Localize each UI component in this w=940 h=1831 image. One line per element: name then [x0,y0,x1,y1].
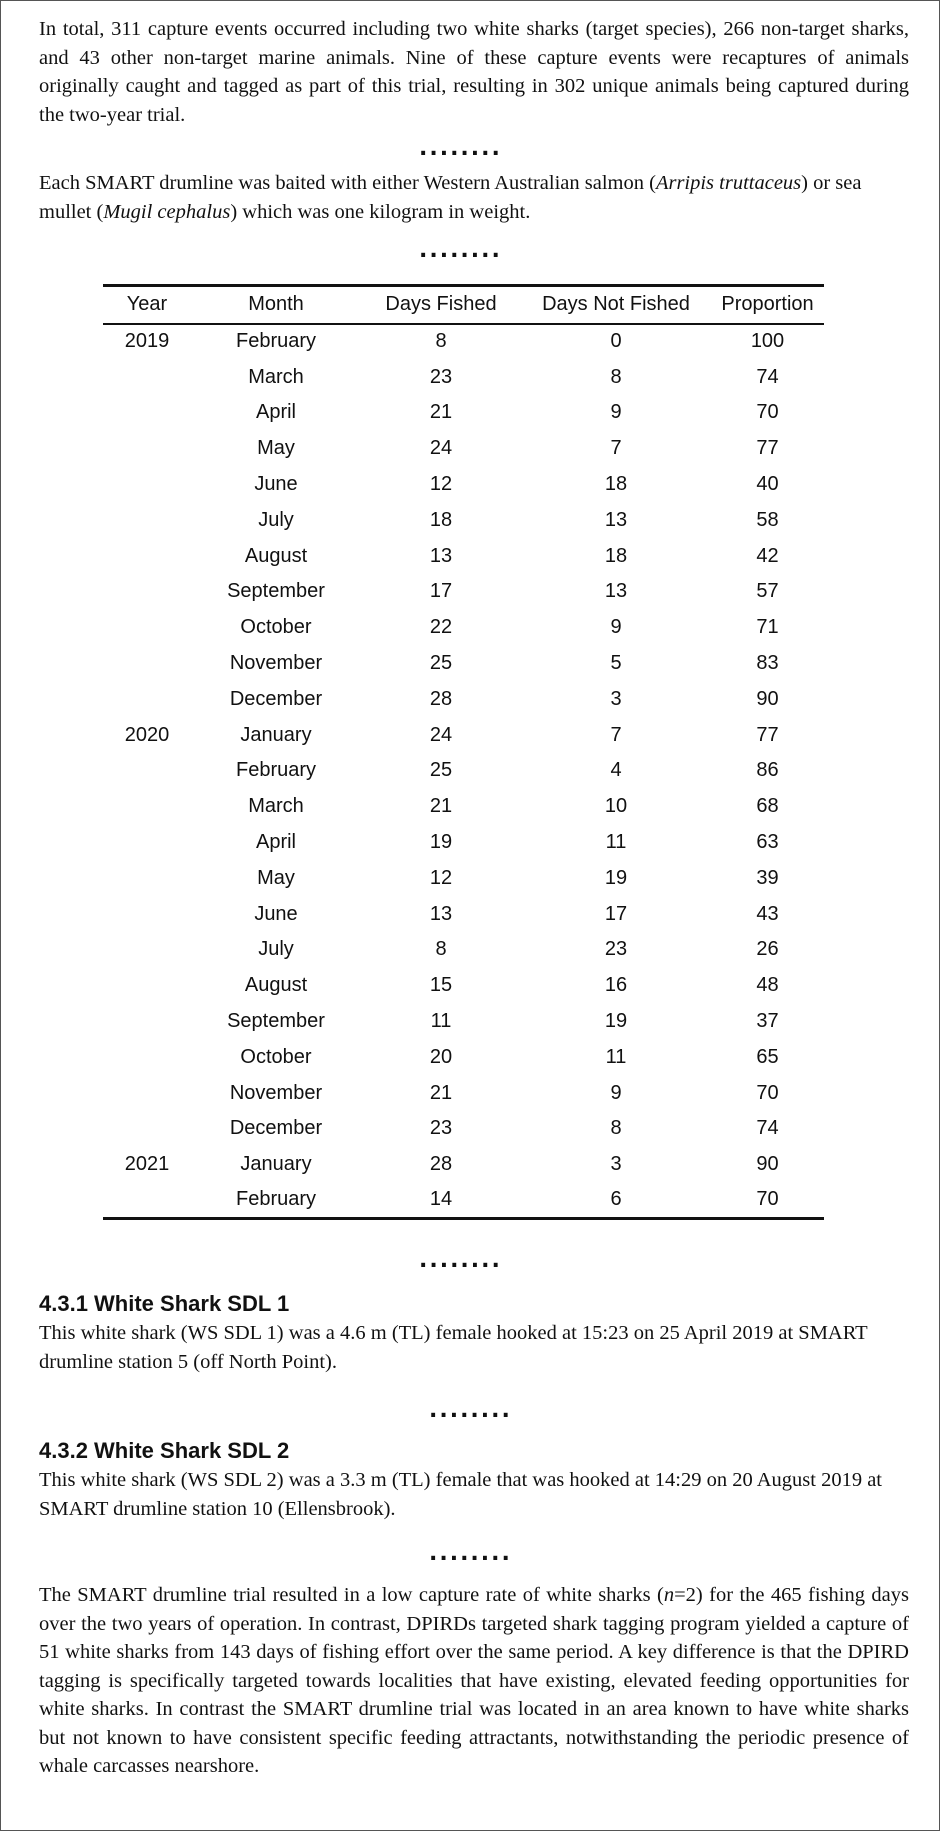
cell-days-not-fished: 11 [605,831,627,854]
cell-month: July [258,938,294,961]
conclusion-paragraph [39,1581,909,1781]
cell-year [103,574,191,610]
separator-2: ........ [419,238,502,263]
cell-days-not-fished: 4 [610,759,622,782]
cell-proportion: 86 [756,759,779,782]
table-row [103,753,824,789]
cell-days-not-fished: 17 [604,902,628,925]
cell-proportion: 57 [756,580,779,603]
separator-3: ........ [419,1248,502,1273]
conclusion-text-2: =2) for the 465 fishing days over the two years of operation. In contrast, DPIRDs targeted shark tagging program yielded a capture of 51 white sharks from 143 days of fishing effort over the same period. A key difference is that the DPIRD tagging is specifically targeted towards localities that have existing, elevated feeding opportunities for white sharks. In contrast the SMART drumline trial was located in an area known to have white sharks but not known to have consistent specific feeding attractants, notwithstanding the periodic presence of whale carcasses nearshore. [39,1584,909,1777]
table-row [103,646,824,682]
cell-days-fished: 24 [429,723,453,746]
cell-days-fished: 8 [435,330,447,353]
cell-days-not-fished: 0 [610,330,622,353]
cell-days-fished: 22 [429,616,453,639]
table-row [103,1147,824,1183]
cell-month: May [257,437,295,460]
table-row [103,968,824,1004]
bait-text-2: ) or sea mullet ( [39,172,862,223]
cell-days-fished: 20 [429,1045,453,1068]
bait-species-1: Arripis truttaceus [655,172,802,194]
cell-days-not-fished: 8 [610,365,622,388]
cell-days-fished: 21 [429,795,453,818]
cell-year [103,610,191,646]
cell-month: August [244,974,308,997]
cell-proportion: 90 [756,1153,779,1176]
cell-days-not-fished: 3 [610,687,622,710]
cell-proportion: 39 [756,866,779,889]
cell-days-not-fished: 8 [610,1117,622,1140]
cell-month: February [235,330,317,353]
cell-days-fished: 8 [435,938,447,961]
header-days-not-fished: Days Not Fished [521,286,711,324]
cell-days-fished: 28 [429,687,453,710]
cell-days-fished: 19 [429,831,453,854]
cell-proportion: 70 [756,1081,779,1104]
cell-month: May [257,866,295,889]
cell-year: 2020 [124,723,170,746]
cell-year [103,825,191,861]
table-row [103,1111,824,1147]
cell-month: June [254,902,298,925]
cell-days-not-fished: 13 [604,580,628,603]
bait-paragraph [39,169,909,226]
cell-days-not-fished: 18 [604,544,628,567]
cell-proportion: 74 [756,365,779,388]
cell-days-fished: 18 [429,508,453,531]
cell-proportion: 63 [756,831,779,854]
cell-year [103,646,191,682]
table-row [103,1004,824,1040]
fishing-days-table [103,284,824,1220]
cell-days-fished: 15 [429,974,453,997]
cell-proportion: 83 [756,652,779,675]
cell-year [103,860,191,896]
cell-month: September [227,580,325,603]
cell-proportion: 40 [756,473,779,496]
cell-year [103,896,191,932]
cell-proportion: 71 [756,616,779,639]
bait-species-2: Mugil cephalus [103,200,231,223]
cell-proportion: 58 [756,508,779,531]
cell-days-not-fished: 6 [521,1183,711,1219]
cell-year [103,431,191,467]
cell-year [103,753,191,789]
cell-days-not-fished: 13 [604,508,628,531]
cell-year [103,968,191,1004]
table-row [103,789,824,825]
cell-year: 2021 [124,1153,170,1176]
cell-proportion: 77 [756,437,779,460]
conclusion-n: n [663,1584,675,1606]
cell-year [103,1004,191,1040]
cell-days-not-fished: 9 [610,1081,622,1104]
cell-days-fished: 23 [429,1117,453,1140]
table-body [103,324,824,1219]
cell-days-fished: 24 [429,437,453,460]
table-row [103,932,824,968]
header-year: Year [103,286,191,324]
cell-month: January [240,1153,312,1176]
table-row [103,574,824,610]
table-row [103,1039,824,1075]
cell-days-not-fished: 19 [604,1010,628,1033]
bait-text-1: Each SMART drumline was baited with either Western Australian salmon ( [39,172,656,194]
cell-days-fished: 28 [429,1153,453,1176]
cell-proportion: 77 [756,723,779,746]
cell-month: March [248,795,304,818]
cell-days-not-fished: 3 [610,1153,622,1176]
cell-year [103,538,191,574]
cell-year [103,1111,191,1147]
cell-proportion: 68 [756,795,779,818]
cell-month: October [240,616,312,639]
cell-proportion: 100 [750,330,785,353]
cell-month: December [229,687,323,710]
cell-year [103,502,191,538]
cell-month: November [229,652,323,675]
cell-month: January [240,723,312,746]
table-row [103,395,824,431]
cell-days-not-fished: 5 [610,652,622,675]
cell-year [103,1183,191,1219]
cell-days-fished: 23 [429,365,453,388]
table-row [103,324,824,360]
cell-days-fished: 14 [361,1183,521,1219]
cell-days-not-fished: 19 [604,866,628,889]
cell-days-fished: 11 [430,1010,452,1033]
table-row [103,502,824,538]
cell-proportion: 65 [756,1045,779,1068]
cell-days-fished: 25 [429,652,453,675]
table-row [103,681,824,717]
cell-days-fished: 12 [429,866,453,889]
cell-days-fished: 12 [429,473,453,496]
cell-month: July [258,508,294,531]
cell-proportion: 42 [756,544,779,567]
cell-proportion: 48 [756,974,779,997]
section-heading-sdl1: 4.3.1 White Shark SDL 1 [39,1291,290,1316]
separator-5: ........ [429,1541,512,1566]
cell-proportion: 70 [756,401,779,424]
cell-days-not-fished: 9 [610,401,622,424]
cell-month: September [227,1010,325,1033]
cell-days-not-fished: 7 [610,437,622,460]
separator-1: ........ [419,136,502,161]
bait-text-3: ) which was one kilogram in weight. [230,200,531,223]
sdl1-paragraph: This white shark (WS SDL 1) was a 4.6 m (TL) female hooked at 15:23 on 25 April 2019 at SMART drumline station 5 (off North Point). [39,1322,868,1373]
cell-year [103,395,191,431]
table-row [103,717,824,753]
table-row [103,860,824,896]
conclusion-text-1: The SMART drumline trial resulted in a low capture rate of white sharks ( [39,1584,664,1606]
cell-month: March [248,365,304,388]
cell-month: November [229,1081,323,1104]
cell-proportion: 26 [756,938,779,961]
cell-year [103,789,191,825]
cell-days-not-fished: 11 [605,1045,627,1068]
table-row [103,359,824,395]
intro-paragraph: In total, 311 capture events occurred including two white sharks (target species), 266 non-target sharks, and 43 other non-target marine animals. Nine of these capture events were recaptures of animals originally caught and tagged as part of this trial, resulting in 302 unique animals being captured during the two-year trial. [39,18,909,126]
cell-days-fished: 21 [429,1081,453,1104]
cell-days-not-fished: 7 [610,723,622,746]
cell-proportion: 43 [756,902,779,925]
separator-4: ........ [429,1398,512,1423]
header-month: Month [191,286,361,324]
cell-days-fished: 13 [429,902,453,925]
cell-days-not-fished: 16 [604,974,628,997]
header-proportion: Proportion [711,286,824,324]
cell-proportion: 74 [756,1117,779,1140]
header-days-fished: Days Fished [361,286,521,324]
cell-month: April [255,401,296,424]
cell-year [103,467,191,503]
cell-month: December [229,1117,323,1140]
table-row [103,467,824,503]
cell-proportion: 90 [756,687,779,710]
cell-month: August [244,544,308,567]
table-header [103,286,824,324]
cell-days-fished: 21 [429,401,453,424]
cell-days-fished: 13 [429,544,453,567]
cell-proportion: 37 [756,1010,779,1033]
cell-year [103,932,191,968]
table-row [103,431,824,467]
cell-month: April [255,831,296,854]
cell-year [103,1039,191,1075]
table-row [103,825,824,861]
cell-month: February [235,759,317,782]
cell-proportion: 70 [711,1183,824,1219]
table-row [103,896,824,932]
cell-days-not-fished: 10 [604,795,628,818]
cell-year [103,1075,191,1111]
section-heading-sdl2: 4.3.2 White Shark SDL 2 [39,1438,290,1463]
cell-year [103,359,191,395]
cell-days-not-fished: 9 [610,616,622,639]
cell-days-fished: 25 [429,759,453,782]
cell-days-not-fished: 23 [604,938,628,961]
cell-month: October [240,1045,312,1068]
table-row [103,1075,824,1111]
cell-year [103,681,191,717]
cell-month: June [254,473,298,496]
sdl2-paragraph: This white shark (WS SDL 2) was a 3.3 m (TL) female that was hooked at 14:29 on 20 August 2019 at SMART drumline station 10 (Ellensbrook). [39,1469,883,1520]
table-row [103,538,824,574]
cell-month: February [191,1183,361,1219]
cell-days-fished: 17 [429,580,453,603]
table-row [103,610,824,646]
cell-year: 2019 [124,330,170,353]
cell-days-not-fished: 18 [604,473,628,496]
table-row [103,1183,824,1219]
